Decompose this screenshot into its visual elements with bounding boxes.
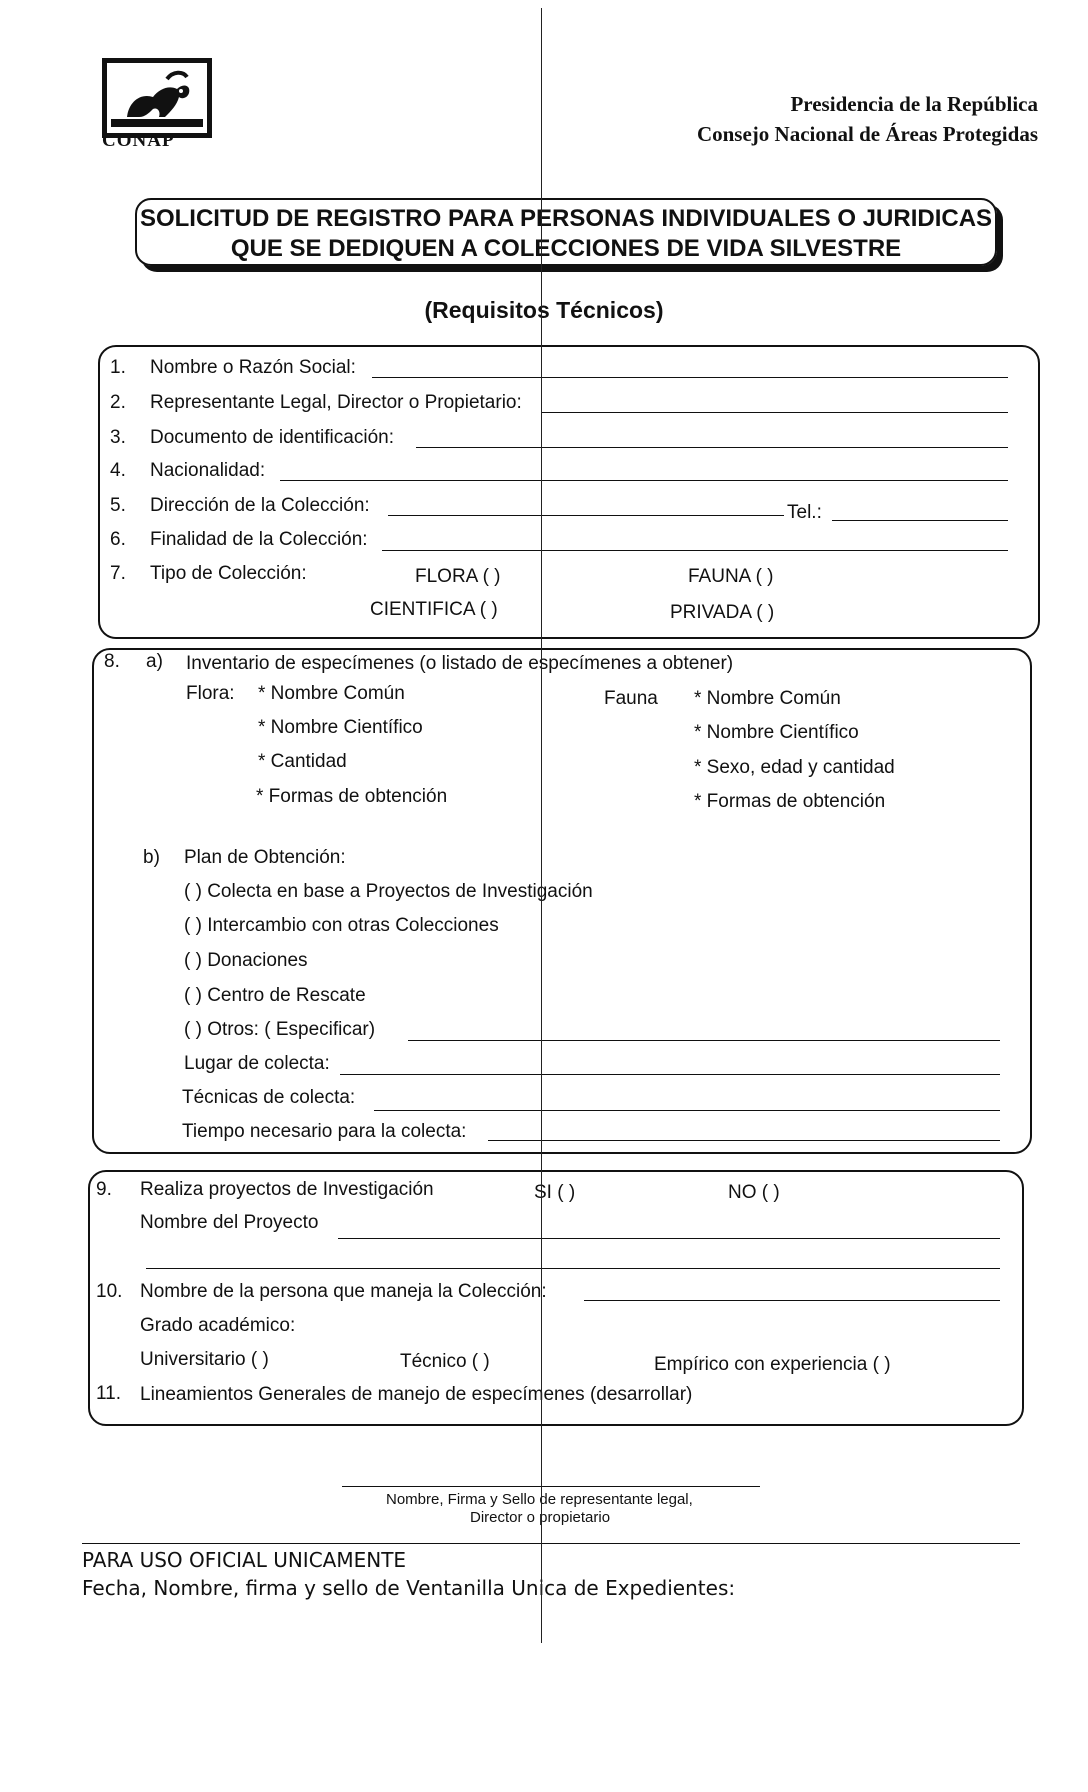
label-grado-academico: Grado académico: bbox=[140, 1315, 296, 1336]
checkbox-flora[interactable]: FLORA ( ) bbox=[415, 566, 501, 587]
flora-item-formas: * Formas de obtención bbox=[256, 786, 448, 807]
item-number-11: 11. bbox=[96, 1383, 122, 1404]
form-title-line-2: QUE SE DEDIQUEN A COLECCIONES DE VIDA SILVESTRE bbox=[230, 235, 902, 262]
option-centro-rescate[interactable]: ( ) Centro de Rescate bbox=[184, 985, 366, 1006]
label-realiza-proyectos: Realiza proyectos de Investigación bbox=[140, 1179, 434, 1200]
item-number-2: 2. bbox=[110, 392, 126, 413]
item-number-9: 9. bbox=[96, 1179, 112, 1200]
label-persona-maneja: Nombre de la persona que maneja la Colección: bbox=[140, 1281, 547, 1302]
item-number-1: 1. bbox=[110, 357, 126, 378]
item-number-3: 3. bbox=[110, 427, 126, 448]
field-tel[interactable] bbox=[832, 520, 1008, 521]
field-nombre-proyecto[interactable] bbox=[338, 1238, 1000, 1239]
item-number-10: 10. bbox=[96, 1281, 123, 1302]
letter-b: b) bbox=[143, 847, 160, 868]
field-razon-social[interactable] bbox=[372, 377, 1008, 378]
fauna-item-sexo-edad: * Sexo, edad y cantidad bbox=[694, 757, 895, 778]
item-number-6: 6. bbox=[110, 529, 126, 550]
label-tecnicas-colecta: Técnicas de colecta: bbox=[182, 1087, 356, 1108]
checkbox-privada[interactable]: PRIVADA ( ) bbox=[670, 602, 775, 623]
item-number-8: 8. bbox=[104, 651, 120, 672]
item-number-7: 7. bbox=[110, 563, 126, 584]
label-tipo-coleccion: Tipo de Colección: bbox=[150, 563, 307, 584]
checkbox-tecnico[interactable]: Técnico ( ) bbox=[400, 1351, 490, 1372]
label-finalidad: Finalidad de la Colección: bbox=[150, 529, 368, 550]
field-persona-maneja[interactable] bbox=[584, 1300, 1000, 1301]
checkbox-si[interactable]: SI ( ) bbox=[534, 1182, 576, 1203]
logo-text: CONAP bbox=[102, 130, 175, 151]
official-heading: PARA USO OFICIAL UNICAMENTE bbox=[82, 1548, 407, 1572]
field-tiempo-colecta[interactable] bbox=[488, 1140, 1000, 1141]
label-inventario: Inventario de especímenes (o listado de especímenes a obtener) bbox=[186, 653, 734, 674]
label-flora: Flora: bbox=[186, 683, 235, 704]
field-tecnicas-colecta[interactable] bbox=[374, 1110, 1000, 1111]
signature-line[interactable] bbox=[342, 1486, 760, 1487]
option-otros[interactable]: ( ) Otros: ( Especificar) bbox=[184, 1019, 376, 1040]
option-colecta-proyectos[interactable]: ( ) Colecta en base a Proyectos de Investigación bbox=[184, 881, 593, 902]
official-divider bbox=[82, 1543, 1020, 1544]
flora-item-nombre-cientifico: * Nombre Científico bbox=[258, 717, 423, 738]
org-line-2: Consejo Nacional de Áreas Protegidas bbox=[696, 122, 1038, 146]
field-otros[interactable] bbox=[408, 1040, 1000, 1041]
label-tel: Tel.: bbox=[787, 502, 822, 523]
signature-caption-1: Nombre, Firma y Sello de representante legal, bbox=[386, 1491, 693, 1508]
form-title-line-1: SOLICITUD DE REGISTRO PARA PERSONAS INDIVIDUALES O JURIDICAS bbox=[139, 205, 993, 232]
checkbox-no[interactable]: NO ( ) bbox=[728, 1182, 780, 1203]
flora-item-cantidad: * Cantidad bbox=[258, 751, 347, 772]
conap-logo bbox=[102, 58, 212, 138]
form-subtitle: (Requisitos Técnicos) bbox=[424, 297, 664, 323]
fauna-item-nombre-comun: * Nombre Común bbox=[694, 688, 841, 709]
item-number-4: 4. bbox=[110, 460, 126, 481]
label-tiempo-colecta: Tiempo necesario para la colecta: bbox=[182, 1121, 467, 1142]
flora-item-nombre-comun: * Nombre Común bbox=[258, 683, 405, 704]
label-plan-obtencion: Plan de Obtención: bbox=[184, 847, 346, 868]
field-lugar-colecta[interactable] bbox=[340, 1074, 1000, 1075]
checkbox-fauna[interactable]: FAUNA ( ) bbox=[688, 566, 774, 587]
label-documento: Documento de identificación: bbox=[150, 427, 394, 448]
letter-a: a) bbox=[146, 651, 163, 672]
org-line-1: Presidencia de la República bbox=[790, 92, 1038, 116]
label-representante: Representante Legal, Director o Propietario: bbox=[150, 392, 522, 413]
field-nacionalidad[interactable] bbox=[280, 480, 1008, 481]
official-text: Fecha, Nombre, firma y sello de Ventanilla Unica de Expedientes: bbox=[82, 1576, 736, 1600]
option-donaciones[interactable]: ( ) Donaciones bbox=[184, 950, 308, 971]
field-representante[interactable] bbox=[542, 412, 1008, 413]
label-direccion: Dirección de la Colección: bbox=[150, 495, 370, 516]
checkbox-universitario[interactable]: Universitario ( ) bbox=[140, 1349, 269, 1370]
label-lineamientos: Lineamientos Generales de manejo de especímenes (desarrollar) bbox=[140, 1384, 693, 1405]
fauna-item-nombre-cientifico: * Nombre Científico bbox=[694, 722, 859, 743]
label-nombre-proyecto: Nombre del Proyecto bbox=[140, 1212, 319, 1233]
option-intercambio[interactable]: ( ) Intercambio con otras Colecciones bbox=[184, 915, 499, 936]
label-razon-social: Nombre o Razón Social: bbox=[150, 357, 356, 378]
form-title-box bbox=[135, 198, 997, 266]
label-fauna: Fauna bbox=[604, 688, 658, 709]
field-direccion[interactable] bbox=[388, 515, 784, 516]
field-finalidad[interactable] bbox=[382, 550, 1008, 551]
fauna-item-formas: * Formas de obtención bbox=[694, 791, 886, 812]
scan-fold-line bbox=[541, 8, 542, 1643]
item-number-5: 5. bbox=[110, 495, 126, 516]
signature-caption-2: Director o propietario bbox=[470, 1509, 611, 1526]
field-documento[interactable] bbox=[416, 447, 1008, 448]
checkbox-empirico[interactable]: Empírico con experiencia ( ) bbox=[654, 1354, 891, 1375]
field-nombre-proyecto-2[interactable] bbox=[146, 1268, 1000, 1269]
checkbox-cientifica[interactable]: CIENTIFICA ( ) bbox=[370, 599, 498, 620]
label-lugar-colecta: Lugar de colecta: bbox=[184, 1053, 330, 1074]
section-general-data bbox=[98, 345, 1040, 639]
label-nacionalidad: Nacionalidad: bbox=[150, 460, 266, 481]
